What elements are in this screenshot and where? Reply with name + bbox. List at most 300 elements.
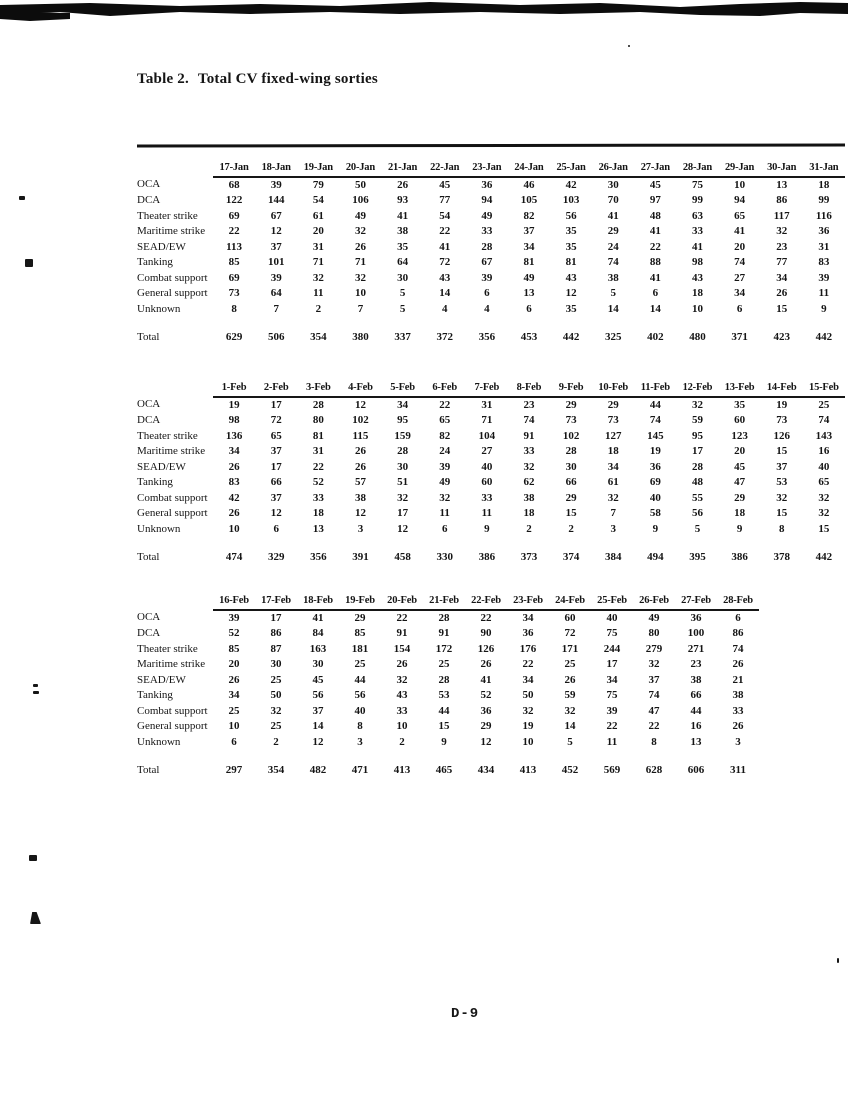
value-cell: 6	[273, 522, 279, 535]
value-cell: 19	[522, 720, 534, 732]
value-cell: 33	[481, 225, 493, 237]
value-cell: 44	[354, 673, 366, 686]
value-cell: 3	[610, 522, 616, 535]
value-cell: 48	[691, 476, 703, 488]
value-cell: 71	[312, 256, 324, 268]
total-value-cell: 297	[225, 764, 243, 776]
value-cell: 69	[228, 209, 240, 222]
value-cell: 38	[607, 271, 619, 284]
value-cell: 63	[691, 209, 703, 222]
value-cell: 26	[480, 658, 492, 670]
value-cell: 32	[607, 491, 619, 504]
value-cell: 3	[735, 735, 741, 748]
value-cell: 37	[648, 673, 660, 686]
value-cell: 91	[396, 627, 408, 639]
value-cell: 34	[607, 460, 619, 473]
total-value-cell: 386	[731, 551, 748, 563]
total-value-cell: 380	[352, 331, 369, 343]
column-header: 21-Jan	[382, 160, 424, 177]
value-cell: 38	[354, 491, 366, 504]
value-cell: 25	[354, 658, 366, 670]
value-cell: 34	[397, 398, 409, 411]
value-cell: 72	[564, 627, 576, 639]
table-row	[137, 271, 845, 287]
value-cell: 12	[270, 225, 282, 237]
table-row	[137, 429, 845, 445]
value-cell: 28	[397, 445, 409, 457]
value-cell: 20	[734, 240, 746, 253]
value-cell: 65	[439, 414, 451, 426]
value-cell: 35	[565, 302, 577, 315]
value-cell: 82	[439, 429, 451, 442]
value-cell: 60	[734, 414, 746, 426]
value-cell: 159	[394, 429, 411, 442]
value-cell: 32	[354, 225, 366, 237]
value-cell: 91	[523, 429, 535, 442]
value-cell: 52	[228, 627, 240, 639]
value-cell: 40	[649, 491, 661, 504]
value-cell: 83	[818, 256, 830, 268]
value-cell: 32	[397, 491, 409, 504]
value-cell: 36	[481, 178, 493, 191]
value-cell: 47	[734, 476, 746, 488]
value-cell: 5	[694, 522, 701, 535]
table-row	[137, 177, 845, 194]
table-row	[137, 397, 845, 414]
total-value-cell: 337	[394, 331, 411, 343]
column-header: 21-Feb	[423, 593, 465, 610]
value-cell: 32	[522, 704, 534, 717]
row-label: Maritime strike	[137, 658, 206, 670]
total-value-cell: 474	[225, 551, 243, 563]
value-cell: 5	[610, 287, 616, 299]
column-header: 29-Jan	[719, 160, 761, 177]
value-cell: 136	[225, 429, 243, 442]
column-header: 23-Feb	[507, 593, 549, 610]
total-value-cell: 374	[562, 551, 580, 563]
column-header: 25-Feb	[591, 593, 633, 610]
value-cell: 24	[607, 240, 619, 253]
row-label: Tanking	[137, 689, 173, 701]
value-cell: 17	[270, 611, 282, 624]
value-cell: 56	[312, 689, 324, 701]
value-cell: 81	[312, 429, 324, 442]
column-header: 26-Feb	[633, 593, 675, 610]
value-cell: 9	[821, 302, 827, 315]
value-cell: 22	[312, 460, 324, 473]
table-row	[137, 704, 759, 720]
value-cell: 25	[818, 398, 830, 411]
column-header: 22-Feb	[465, 593, 507, 610]
value-cell: 41	[480, 673, 492, 686]
value-cell: 40	[481, 460, 493, 473]
value-cell: 32	[776, 225, 788, 237]
value-cell: 43	[691, 271, 703, 284]
value-cell: 144	[267, 194, 285, 206]
value-cell: 18	[523, 507, 535, 519]
row-label: DCA	[137, 194, 161, 206]
value-cell: 5	[567, 735, 573, 748]
table-row	[137, 610, 759, 627]
value-cell: 17	[270, 460, 282, 473]
table-row	[137, 719, 759, 735]
value-cell: 46	[523, 178, 535, 191]
value-cell: 102	[562, 429, 580, 442]
table-row	[137, 255, 845, 271]
column-header: 22-Jan	[424, 160, 466, 177]
value-cell: 104	[478, 429, 496, 442]
value-cell: 15	[776, 445, 788, 457]
scan-speck	[628, 45, 630, 47]
value-cell: 66	[270, 476, 282, 488]
column-header: 28-Feb	[717, 593, 759, 610]
value-cell: 22	[439, 225, 451, 237]
table-title-text: Total CV fixed-wing sorties	[197, 71, 378, 87]
value-cell: 41	[649, 271, 661, 284]
value-cell: 116	[815, 209, 832, 222]
row-label: Tanking	[137, 476, 173, 488]
value-cell: 90	[480, 627, 492, 639]
value-cell: 66	[565, 476, 577, 488]
value-cell: 39	[270, 271, 282, 284]
value-cell: 10	[228, 522, 240, 535]
row-label: Theater strike	[137, 642, 198, 655]
value-cell: 4	[441, 302, 448, 315]
scan-speck	[33, 691, 39, 694]
total-label: Total	[137, 551, 160, 563]
value-cell: 34	[228, 689, 240, 701]
value-cell: 6	[652, 287, 659, 299]
value-cell: 74	[732, 642, 744, 655]
column-header: 12-Feb	[676, 380, 718, 397]
value-cell: 12	[354, 398, 366, 411]
value-cell: 65	[270, 429, 282, 442]
value-cell: 53	[438, 689, 450, 701]
total-value-cell: 371	[731, 331, 748, 343]
value-cell: 126	[773, 429, 790, 442]
value-cell: 6	[441, 522, 448, 535]
value-cell: 17	[270, 398, 282, 411]
column-header: 20-Jan	[339, 160, 381, 177]
value-cell: 74	[734, 256, 746, 268]
value-cell: 34	[522, 611, 534, 624]
table-row	[137, 506, 845, 522]
value-cell: 77	[776, 256, 788, 268]
value-cell: 61	[607, 476, 619, 488]
spacer-cell	[137, 317, 213, 330]
value-cell: 74	[523, 414, 535, 426]
value-cell: 86	[732, 627, 744, 639]
value-cell: 29	[565, 491, 577, 504]
row-label: OCA	[137, 178, 161, 190]
value-cell: 36	[522, 627, 534, 639]
value-cell: 32	[312, 271, 324, 284]
value-cell: 26	[732, 720, 744, 732]
value-cell: 30	[312, 658, 324, 670]
value-cell: 28	[312, 398, 324, 411]
value-cell: 28	[691, 460, 703, 473]
value-cell: 83	[228, 476, 240, 488]
value-cell: 12	[480, 735, 492, 748]
value-cell: 60	[564, 611, 576, 624]
value-cell: 8	[651, 735, 657, 748]
header-row	[137, 593, 759, 610]
value-cell: 10	[522, 735, 534, 748]
value-cell: 7	[610, 507, 616, 519]
value-cell: 17	[691, 445, 703, 457]
value-cell: 60	[481, 476, 493, 488]
value-cell: 15	[565, 507, 577, 519]
value-cell: 69	[228, 271, 240, 284]
table-title	[137, 71, 378, 88]
total-value-cell: 606	[687, 764, 705, 776]
value-cell: 48	[649, 209, 661, 222]
value-cell: 65	[818, 476, 830, 488]
value-cell: 40	[818, 460, 830, 473]
table-row	[137, 286, 845, 302]
value-cell: 22	[439, 398, 451, 411]
value-cell: 62	[523, 476, 535, 488]
value-cell: 51	[397, 476, 409, 488]
value-cell: 67	[481, 256, 493, 268]
value-cell: 15	[776, 507, 788, 519]
row-label: Maritime strike	[137, 225, 206, 237]
total-value-cell: 402	[647, 331, 664, 343]
value-cell: 23	[690, 658, 702, 670]
value-cell: 95	[397, 414, 409, 426]
value-cell: 32	[776, 491, 788, 504]
total-value-cell: 413	[519, 764, 537, 776]
column-header: 5-Feb	[382, 380, 424, 397]
value-cell: 95	[691, 429, 703, 442]
value-cell: 32	[396, 673, 408, 686]
table-row	[137, 413, 845, 429]
value-cell: 69	[649, 476, 661, 488]
value-cell: 65	[734, 209, 746, 222]
column-header: 3-Feb	[297, 380, 339, 397]
value-cell: 34	[523, 240, 535, 253]
value-cell: 7	[273, 302, 279, 315]
column-header: 14-Feb	[761, 380, 803, 397]
value-cell: 40	[606, 611, 618, 624]
total-value-cell: 442	[815, 551, 833, 563]
value-cell: 14	[312, 720, 324, 732]
value-cell: 10	[734, 178, 746, 191]
value-cell: 35	[397, 240, 409, 253]
value-cell: 26	[228, 460, 240, 473]
column-header: 10-Feb	[592, 380, 634, 397]
value-cell: 40	[354, 704, 366, 717]
column-header: 2-Feb	[255, 380, 297, 397]
value-cell: 29	[607, 225, 619, 237]
table-row	[137, 240, 845, 256]
value-cell: 31	[312, 240, 324, 253]
value-cell: 4	[484, 302, 490, 315]
value-cell: 115	[352, 429, 369, 442]
value-cell: 75	[691, 178, 703, 191]
value-cell: 28	[481, 240, 493, 253]
value-cell: 103	[562, 194, 580, 206]
row-label: Unknown	[137, 735, 181, 748]
column-header: 24-Feb	[549, 593, 591, 610]
value-cell: 32	[439, 491, 451, 504]
value-cell: 22	[648, 720, 660, 732]
value-cell: 23	[776, 240, 788, 253]
value-cell: 38	[732, 689, 744, 701]
value-cell: 33	[481, 491, 493, 504]
value-cell: 37	[270, 240, 282, 253]
value-cell: 75	[606, 689, 618, 701]
value-cell: 26	[354, 240, 366, 253]
value-cell: 98	[691, 256, 703, 268]
value-cell: 28	[438, 611, 450, 624]
total-value-cell: 629	[225, 331, 243, 343]
column-header: 30-Jan	[761, 160, 803, 177]
value-cell: 25	[438, 658, 450, 670]
value-cell: 47	[648, 704, 660, 717]
value-cell: 12	[354, 507, 366, 519]
value-cell: 45	[649, 178, 661, 191]
value-cell: 37	[312, 704, 324, 717]
table-row	[137, 209, 845, 225]
total-value-cell: 386	[478, 551, 496, 563]
value-cell: 79	[312, 178, 324, 191]
value-cell: 33	[732, 704, 744, 717]
total-value-cell: 434	[477, 764, 495, 776]
column-header: 27-Jan	[634, 160, 676, 177]
total-value-cell: 391	[352, 551, 369, 563]
row-label: General support	[137, 287, 208, 299]
row-label: Theater strike	[137, 429, 198, 442]
total-row	[137, 763, 759, 779]
value-cell: 9	[736, 522, 743, 535]
value-cell: 70	[607, 194, 619, 206]
value-cell: 85	[228, 642, 240, 655]
value-cell: 102	[352, 414, 369, 426]
value-cell: 12	[312, 735, 324, 748]
value-cell: 30	[397, 460, 409, 473]
value-cell: 41	[439, 240, 451, 253]
table-row	[137, 688, 759, 704]
value-cell: 2	[568, 522, 574, 535]
value-cell: 16	[690, 720, 702, 732]
total-value-cell: 471	[351, 764, 369, 776]
total-value-cell: 325	[604, 331, 622, 343]
value-cell: 14	[607, 302, 619, 315]
value-cell: 10	[396, 720, 408, 732]
value-cell: 12	[270, 507, 282, 519]
value-cell: 25	[270, 673, 282, 686]
value-cell: 16	[818, 445, 830, 457]
value-cell: 271	[687, 642, 705, 655]
value-cell: 26	[397, 178, 409, 191]
value-cell: 99	[818, 194, 830, 206]
value-cell: 6	[736, 302, 743, 315]
column-header: 19-Feb	[339, 593, 381, 610]
row-label: General support	[137, 507, 208, 519]
value-cell: 33	[691, 225, 703, 237]
value-cell: 13	[523, 287, 535, 299]
value-cell: 39	[270, 178, 282, 191]
value-cell: 10	[691, 302, 703, 315]
total-value-cell: 482	[309, 764, 327, 776]
value-cell: 72	[439, 256, 451, 268]
column-header: 26-Jan	[592, 160, 634, 177]
value-cell: 41	[397, 209, 409, 222]
value-cell: 45	[439, 178, 451, 191]
page-number: D-9	[451, 1006, 480, 1022]
scan-artifact-top-bar	[0, 0, 848, 26]
value-cell: 29	[607, 398, 619, 411]
spacer-row	[137, 317, 845, 330]
value-cell: 32	[354, 271, 366, 284]
value-cell: 86	[270, 627, 282, 639]
total-value-cell: 378	[773, 551, 790, 563]
value-cell: 55	[691, 491, 703, 504]
value-cell: 88	[649, 256, 661, 268]
row-label: DCA	[137, 414, 161, 426]
value-cell: 14	[564, 720, 576, 732]
value-cell: 73	[228, 287, 240, 299]
value-cell: 26	[354, 445, 366, 457]
value-cell: 37	[523, 225, 535, 237]
table-row	[137, 642, 759, 658]
table-row	[137, 302, 845, 318]
value-cell: 39	[818, 271, 830, 284]
value-cell: 32	[270, 704, 282, 717]
value-cell: 71	[354, 256, 366, 268]
value-cell: 32	[564, 704, 576, 717]
value-cell: 94	[734, 194, 746, 206]
value-cell: 26	[228, 507, 240, 519]
value-cell: 38	[397, 225, 409, 237]
value-cell: 49	[481, 209, 493, 222]
value-cell: 87	[270, 642, 282, 655]
value-cell: 176	[519, 642, 537, 655]
value-cell: 6	[526, 302, 532, 315]
value-cell: 13	[312, 522, 324, 535]
total-value-cell: 465	[435, 764, 453, 776]
value-cell: 17	[606, 658, 618, 670]
sorties-table-early-february	[137, 380, 845, 566]
value-cell: 68	[228, 178, 240, 191]
value-cell: 74	[607, 256, 619, 268]
value-cell: 36	[480, 704, 492, 717]
row-label: Combat support	[137, 491, 208, 504]
column-header: 20-Feb	[381, 593, 423, 610]
value-cell: 31	[818, 240, 830, 253]
row-label: Unknown	[137, 302, 181, 315]
total-value-cell: 354	[310, 331, 327, 343]
value-cell: 33	[523, 445, 535, 457]
column-header: 16-Feb	[213, 593, 255, 610]
value-cell: 67	[270, 209, 282, 222]
total-value-cell: 384	[604, 551, 622, 563]
total-value-cell: 628	[645, 764, 663, 776]
value-cell: 22	[606, 720, 618, 732]
value-cell: 123	[731, 429, 748, 442]
value-cell: 29	[734, 491, 746, 504]
value-cell: 101	[267, 256, 285, 268]
value-cell: 36	[818, 225, 830, 237]
value-cell: 22	[396, 611, 408, 624]
value-cell: 26	[564, 673, 576, 686]
column-header: 15-Feb	[803, 380, 845, 397]
value-cell: 11	[818, 287, 830, 299]
column-header: 8-Feb	[508, 380, 550, 397]
value-cell: 13	[690, 735, 702, 748]
value-cell: 45	[734, 460, 746, 473]
